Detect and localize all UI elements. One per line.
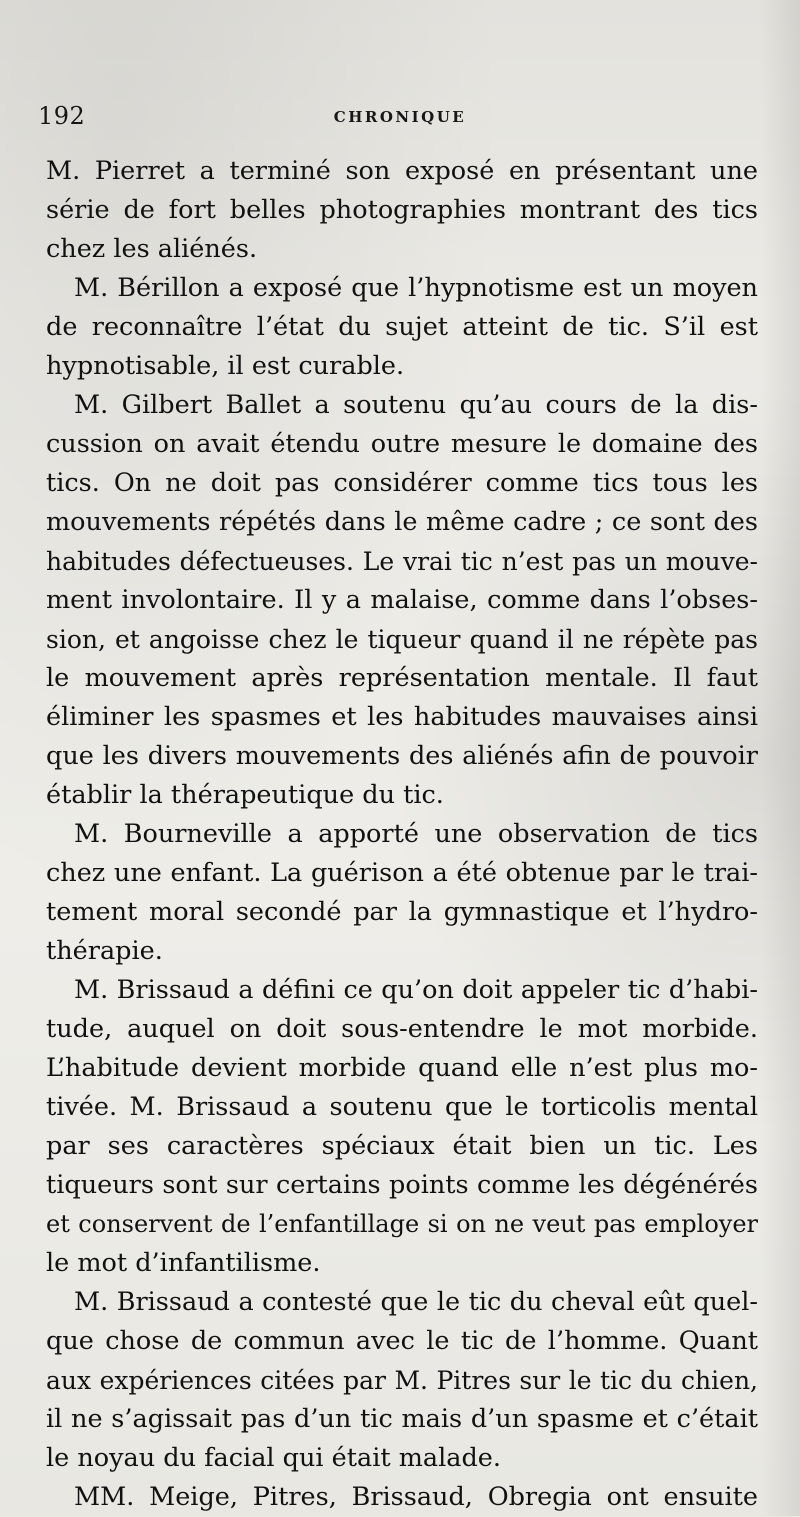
body-text: [46, 152, 758, 1517]
page-number: 192: [38, 102, 86, 130]
text-line: MM. Meige, Pitres, Brissaud, Obregia ont ensuite: [74, 1482, 758, 1512]
text-line: tiqueurs sont sur certains points comme les dégénérés: [46, 1170, 758, 1200]
text-line: mouvements répétés dans le même cadre ; ce sont des: [46, 507, 758, 537]
text-line: tement moral secondé par la gymnastique et l’hydro-: [46, 897, 758, 927]
text-line: le mouvement après représentation mentale. Il faut: [46, 663, 758, 693]
text-line: établir la thérapeutique du tic.: [46, 780, 444, 810]
running-head: CHRONIQUE: [333, 108, 467, 126]
text-line: sion, et angoisse chez le tiqueur quand il ne répète pas: [46, 625, 758, 654]
text-line: L’habitude devient morbide quand elle n’est plus mo-: [46, 1053, 758, 1083]
text-line: M. Brissaud a défini ce qu’on doit appeler tic d’habi-: [74, 975, 758, 1005]
text-line: thérapie.: [46, 936, 163, 966]
text-line: tude, auquel on doit sous-entendre le mot morbide.: [46, 1014, 758, 1044]
text-line: éliminer les spasmes et les habitudes mauvaises ainsi: [46, 702, 758, 732]
text-line: tivée. M. Brissaud a soutenu que le torticolis mental: [46, 1092, 758, 1122]
text-line: M. Pierret a terminé son exposé en présentant une: [46, 156, 758, 186]
text-line: chez les aliénés.: [46, 234, 258, 264]
text-line: que les divers mouvements des aliénés afin de pouvoir: [46, 741, 758, 771]
text-line: tics. On ne doit pas considérer comme tics tous les: [46, 468, 758, 498]
page-edge-shadow: [760, 0, 800, 1516]
text-line: chez une enfant. La guérison a été obtenue par le trai-: [46, 858, 758, 888]
text-line: il ne s’agissait pas d’un tic mais d’un spasme et c’était: [46, 1404, 758, 1434]
text-line: M. Brissaud a contesté que le tic du cheval eût quel-: [74, 1287, 758, 1317]
text-line: le noyau du facial qui était malade.: [46, 1443, 501, 1473]
text-line: M. Bourneville a apporté une observation de tics: [74, 819, 758, 849]
text-line: hypnotisable, il est curable.: [46, 351, 405, 381]
text-line: M. Gilbert Ballet a soutenu qu’au cours de la dis-: [74, 390, 758, 420]
text-line: que chose de commun avec le tic de l’homme. Quant: [46, 1326, 758, 1356]
text-line: cussion on avait étendu outre mesure le domaine des: [46, 429, 758, 459]
text-line: habitudes défectueuses. Le vrai tic n’est pas un mouve-: [46, 547, 758, 576]
text-line: ment involontaire. Il y a malaise, comme dans l’obses-: [46, 585, 758, 615]
text-line: et conservent de l’enfantillage si on ne veut pas employer: [46, 1210, 758, 1238]
text-line: de reconnaître l’état du sujet atteint de tic. S’il est: [46, 312, 758, 342]
page-header: [38, 100, 762, 134]
text-line: aux expériences citées par M. Pitres sur le tic du chien,: [46, 1366, 758, 1395]
text-line: série de fort belles photographies montrant des tics: [46, 195, 758, 225]
text-line: par ses caractères spéciaux était bien un tic. Les: [46, 1131, 758, 1161]
text-line: M. Bérillon a exposé que l’hypnotisme est un moyen: [74, 273, 758, 303]
text-line: le mot d’infantilisme.: [46, 1248, 321, 1278]
